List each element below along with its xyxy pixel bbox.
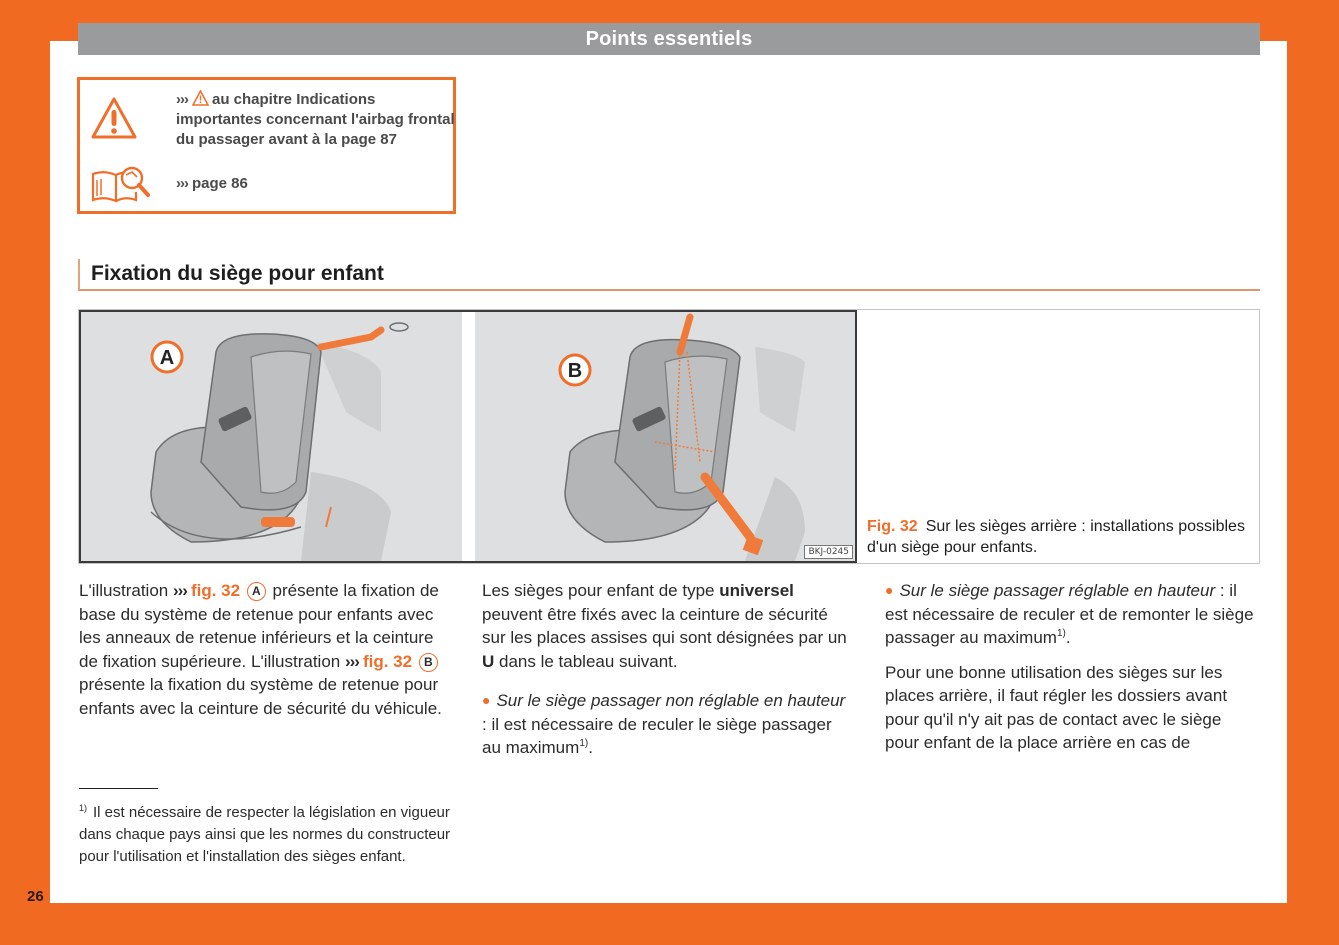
- arrow-marker: ›››: [344, 651, 359, 671]
- arrow-marker: ›››: [176, 91, 188, 108]
- caption-text: Sur les sièges arrière : installations possibles d'un siège pour enfants.: [867, 518, 1245, 556]
- figure-caption: [867, 516, 1247, 558]
- figure-panel-b: [475, 312, 855, 561]
- footnote: [79, 802, 451, 868]
- text-column-3: [885, 579, 1257, 766]
- reference-text: page 86: [192, 175, 248, 192]
- section-title-text: Fixation du siège pour enfant: [91, 262, 384, 285]
- panel-label-b: [560, 355, 590, 385]
- chapter-title: Points essentiels: [585, 27, 753, 50]
- paragraph: Pour une bonne utilisation des sièges sur les places arrière, il faut régler les dossiers avant pour qu'il n'y ait pas de contact avec le siège pour enfant de la place arrière en cas de: [885, 662, 1228, 752]
- text-column-2: [482, 579, 854, 771]
- paragraph: L'illustration ››› fig. 32 A présente la fixation de base du système de retenue pour enfants avec les anneaux de retenue inférieurs et la ceinture de fixation supérieure. L'illustration ››› fig. 32 B présente la fixation du système de retenue pour enfants avec la ceinture de sécurité du véhicule.: [79, 581, 442, 718]
- warning-triangle-icon: [90, 96, 138, 140]
- paragraph: Les sièges pour enfant de type universel peuvent être fixés avec la ceinture de sécurité sur les places assises qui sont désignées par un U dans le tableau suivant.: [482, 581, 847, 671]
- section-heading: [78, 259, 1260, 291]
- figure-link-b[interactable]: fig. 32: [362, 651, 413, 671]
- child-seat-illustration-b: [475, 312, 855, 561]
- footnote-marker: 1): [79, 803, 88, 813]
- text-column-1: [79, 579, 451, 731]
- reference-box: [77, 77, 456, 214]
- circled-letter-b: B: [419, 653, 438, 672]
- figure-link-a[interactable]: fig. 32: [190, 581, 241, 600]
- footnote-ref[interactable]: 1): [579, 738, 589, 749]
- svg-text:B: B: [567, 360, 583, 382]
- svg-text:A: A: [159, 347, 175, 369]
- arrow-marker: ›››: [176, 175, 188, 192]
- page-number: 26: [27, 888, 44, 905]
- figure-panel-a: [81, 312, 462, 561]
- footnote-divider: [79, 788, 158, 789]
- footnote-text: Il est nécessaire de respecter la législation en vigueur dans chaque pays ainsi que les normes du constructeur pour l'utilisation et l'installation des sièges enfant.: [79, 804, 451, 865]
- book-magnifier-icon: [90, 164, 152, 204]
- chapter-header: [78, 23, 1260, 55]
- arrow-marker: ›››: [172, 581, 187, 600]
- figure-32: [78, 309, 1260, 564]
- panel-label-a: [152, 342, 182, 372]
- image-code: BKJ-0245: [804, 545, 853, 559]
- footnote-ref[interactable]: 1): [1056, 628, 1066, 639]
- reference-text: au chapitre Indications importantes concernant l'airbag frontal du passager avant à la page 87: [176, 91, 455, 148]
- bullet-item: ● Sur le siège passager non réglable en hauteur : il est nécessaire de reculer le siège passager au maximum$^{1)}$.: [482, 691, 846, 757]
- warning-triangle-icon: [192, 90, 209, 106]
- reference-item-warning[interactable]: [176, 90, 456, 150]
- child-seat-illustration-a: [81, 312, 462, 561]
- bullet-icon: ●: [482, 692, 491, 708]
- bullet-item: ● Sur le siège passager réglable en hauteur : il est nécessaire de reculer et de remonter le siège passager au maximum$^{1)}$.: [885, 581, 1254, 647]
- circled-letter-a: A: [247, 582, 266, 601]
- reference-item-page[interactable]: [176, 174, 456, 194]
- figure-label: Fig. 32: [867, 518, 918, 535]
- bullet-icon: ●: [885, 582, 894, 598]
- figure-illustration: [79, 310, 857, 563]
